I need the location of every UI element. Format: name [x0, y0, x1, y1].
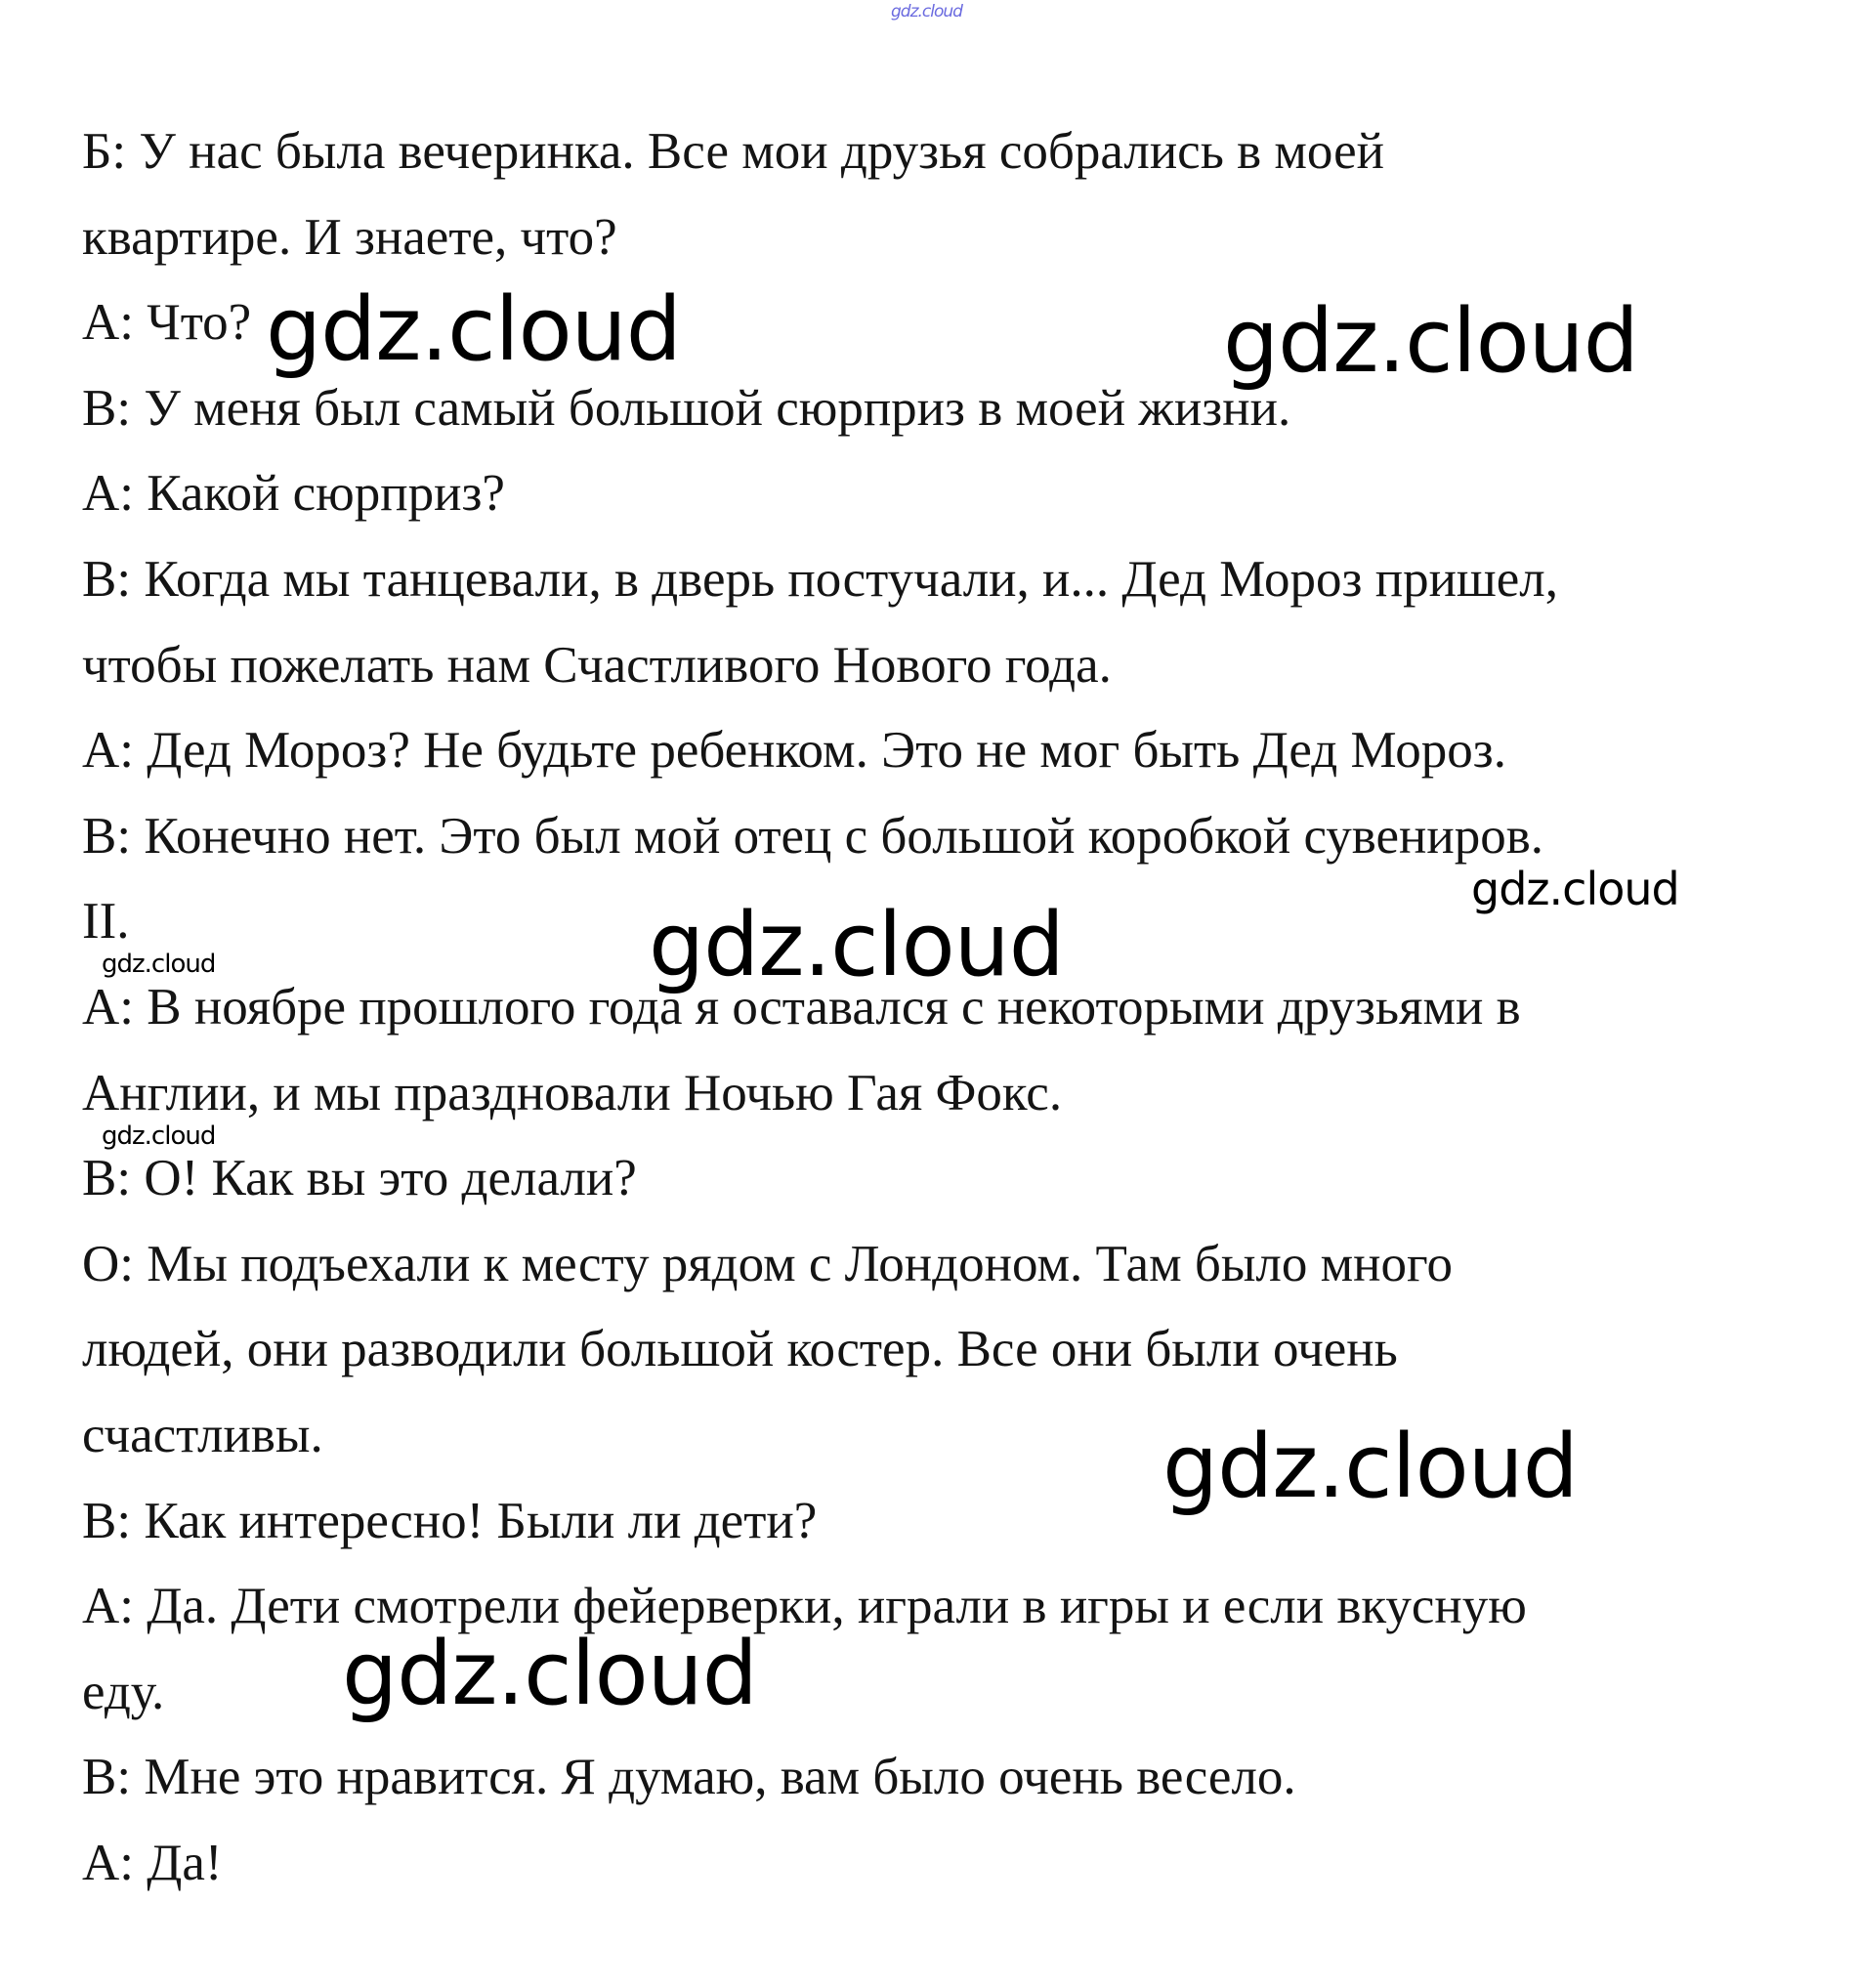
text-line: Англии, и мы праздновали Ночью Гая Фокс. — [82, 1064, 1063, 1121]
watermark: gdz.cloud — [649, 894, 1064, 996]
text-line: А: Да! — [82, 1834, 223, 1891]
text-line: В: Мне это нравится. Я думаю, вам было очень весело. — [82, 1749, 1296, 1806]
text-line: В: Конечно нет. Это был мой отец с большой коробкой сувениров. — [82, 807, 1544, 865]
text-line: В: О! Как вы это делали? — [82, 1150, 637, 1207]
watermark: gdz.cloud — [102, 1121, 216, 1151]
watermark: gdz.cloud — [1223, 290, 1638, 393]
text-line: А: Какой сюрприз? — [82, 465, 505, 523]
watermark: gdz.cloud — [102, 950, 216, 979]
text-line: квартире. И знаете, что? — [82, 208, 617, 266]
watermark: gdz.cloud — [1471, 863, 1679, 915]
section-heading: II. — [82, 893, 130, 951]
text-line: А: Дед Мороз? Не будьте ребенком. Это не мог быть Дед Мороз. — [82, 722, 1506, 780]
text-line: людей, они разводили большой костер. Все они были очень — [82, 1321, 1398, 1378]
text-line: В: Как интересно! Были ли дети? — [82, 1492, 818, 1549]
text-line: В: Когда мы танцевали, в дверь постучали, и... Дед Мороз пришел, — [82, 550, 1558, 608]
text-line: А: Да. Дети смотрели фейерверки, играли в игры и если вкусную — [82, 1578, 1527, 1635]
text-line: Б: У нас была вечеринка. Все мои друзья собрались в моей — [82, 123, 1384, 180]
text-line: А: В ноябре прошлого года я оставался с некоторыми друзьями в — [82, 978, 1521, 1036]
text-line: В: У меня был самый большой сюрприз в моей жизни. — [82, 379, 1291, 437]
text-line: еду. — [82, 1663, 165, 1720]
watermark-top: gdz.cloud — [891, 2, 962, 21]
text-line: счастливы. — [82, 1406, 323, 1463]
watermark: gdz.cloud — [1162, 1416, 1578, 1518]
text-line: О: Мы подъехали к месту рядом с Лондоном. Там было много — [82, 1235, 1453, 1292]
watermark: gdz.cloud — [266, 278, 681, 381]
watermark: gdz.cloud — [342, 1623, 757, 1725]
text-line: чтобы пожелать нам Счастливого Нового года. — [82, 636, 1112, 694]
text-line: А: Что? — [82, 294, 252, 352]
